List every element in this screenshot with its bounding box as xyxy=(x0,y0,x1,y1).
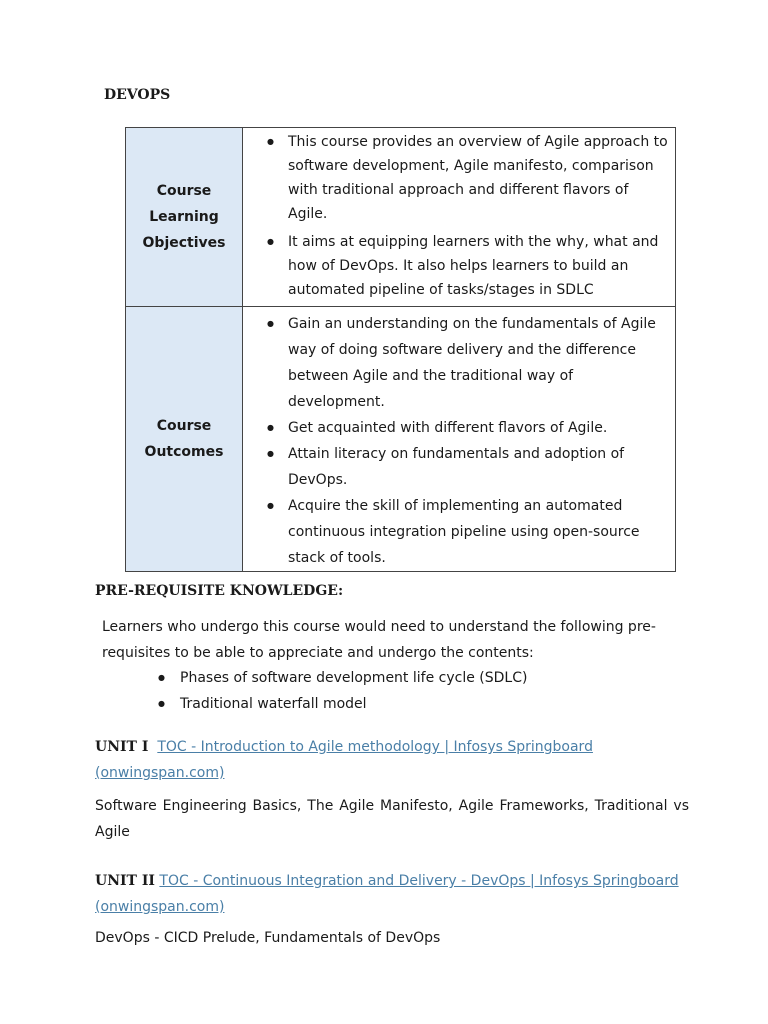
unit-2-label: UNIT II xyxy=(95,873,155,889)
table-row-objectives xyxy=(126,128,676,307)
outcomes-label-cell xyxy=(126,307,243,572)
prereq-heading: PRE-REQUISITE KNOWLEDGE: xyxy=(95,583,344,599)
list-item: ● This course provides an overview of Agile approach to software development, Agile manifesto, comparison with traditional approach and different flavors of Agile. xyxy=(243,130,671,226)
unit-1-link[interactable]: TOC - Introduction to Agile methodology | Infosys Springboard (onwingspan.com) xyxy=(95,739,593,781)
list-item: ● Attain literacy on fundamentals and adoption of DevOps. xyxy=(243,441,671,493)
list-item: ● Traditional waterfall model xyxy=(102,691,662,717)
unit-1-label: UNIT I xyxy=(95,739,149,755)
list-item: ● Acquire the skill of implementing an automated continuous integration pipeline using open-source stack of tools. xyxy=(243,493,671,571)
unit-2-link[interactable]: TOC - Continuous Integration and Delivery - DevOps | Infosys Springboard (onwingspan.com) xyxy=(95,873,679,915)
outcomes-content-cell xyxy=(243,307,676,572)
document-title: DEVOPS xyxy=(104,87,171,103)
prereq-list xyxy=(102,665,662,717)
list-item: ● It aims at equipping learners with the why, what and how of DevOps. It also helps learners to build an automated pipeline of tasks/stages in SDLC xyxy=(243,230,671,302)
course-table xyxy=(125,127,676,572)
list-item: ● Gain an understanding on the fundamentals of Agile way of doing software delivery and the difference between Agile and the traditional way of development. xyxy=(243,311,671,415)
objectives-label-cell xyxy=(126,128,243,307)
objectives-label-line: Objectives xyxy=(142,235,226,251)
objectives-label-line: Course xyxy=(156,183,212,199)
list-item: ● Phases of software development life cycle (SDLC) xyxy=(102,665,662,691)
table-row-outcomes xyxy=(126,307,676,572)
objectives-list xyxy=(243,130,675,302)
objectives-label-line: Learning xyxy=(149,209,219,225)
outcomes-list xyxy=(243,311,675,571)
outcomes-label-line: Course xyxy=(156,418,212,434)
prereq-intro: Learners who undergo this course would need to understand the following pre-requisites to be able to appreciate and undergo the contents: xyxy=(102,619,656,661)
unit-1-description: Software Engineering Basics, The Agile Manifesto, Agile Frameworks, Traditional vs Agile xyxy=(95,798,689,840)
unit-2-description: DevOps - CICD Prelude, Fundamentals of DevOps xyxy=(95,930,441,946)
unit-2-heading xyxy=(95,868,689,920)
list-item: ● Get acquainted with different flavors of Agile. xyxy=(243,415,671,441)
outcomes-label-line: Outcomes xyxy=(144,444,224,460)
objectives-content-cell xyxy=(243,128,676,307)
unit-1-heading xyxy=(95,734,689,786)
